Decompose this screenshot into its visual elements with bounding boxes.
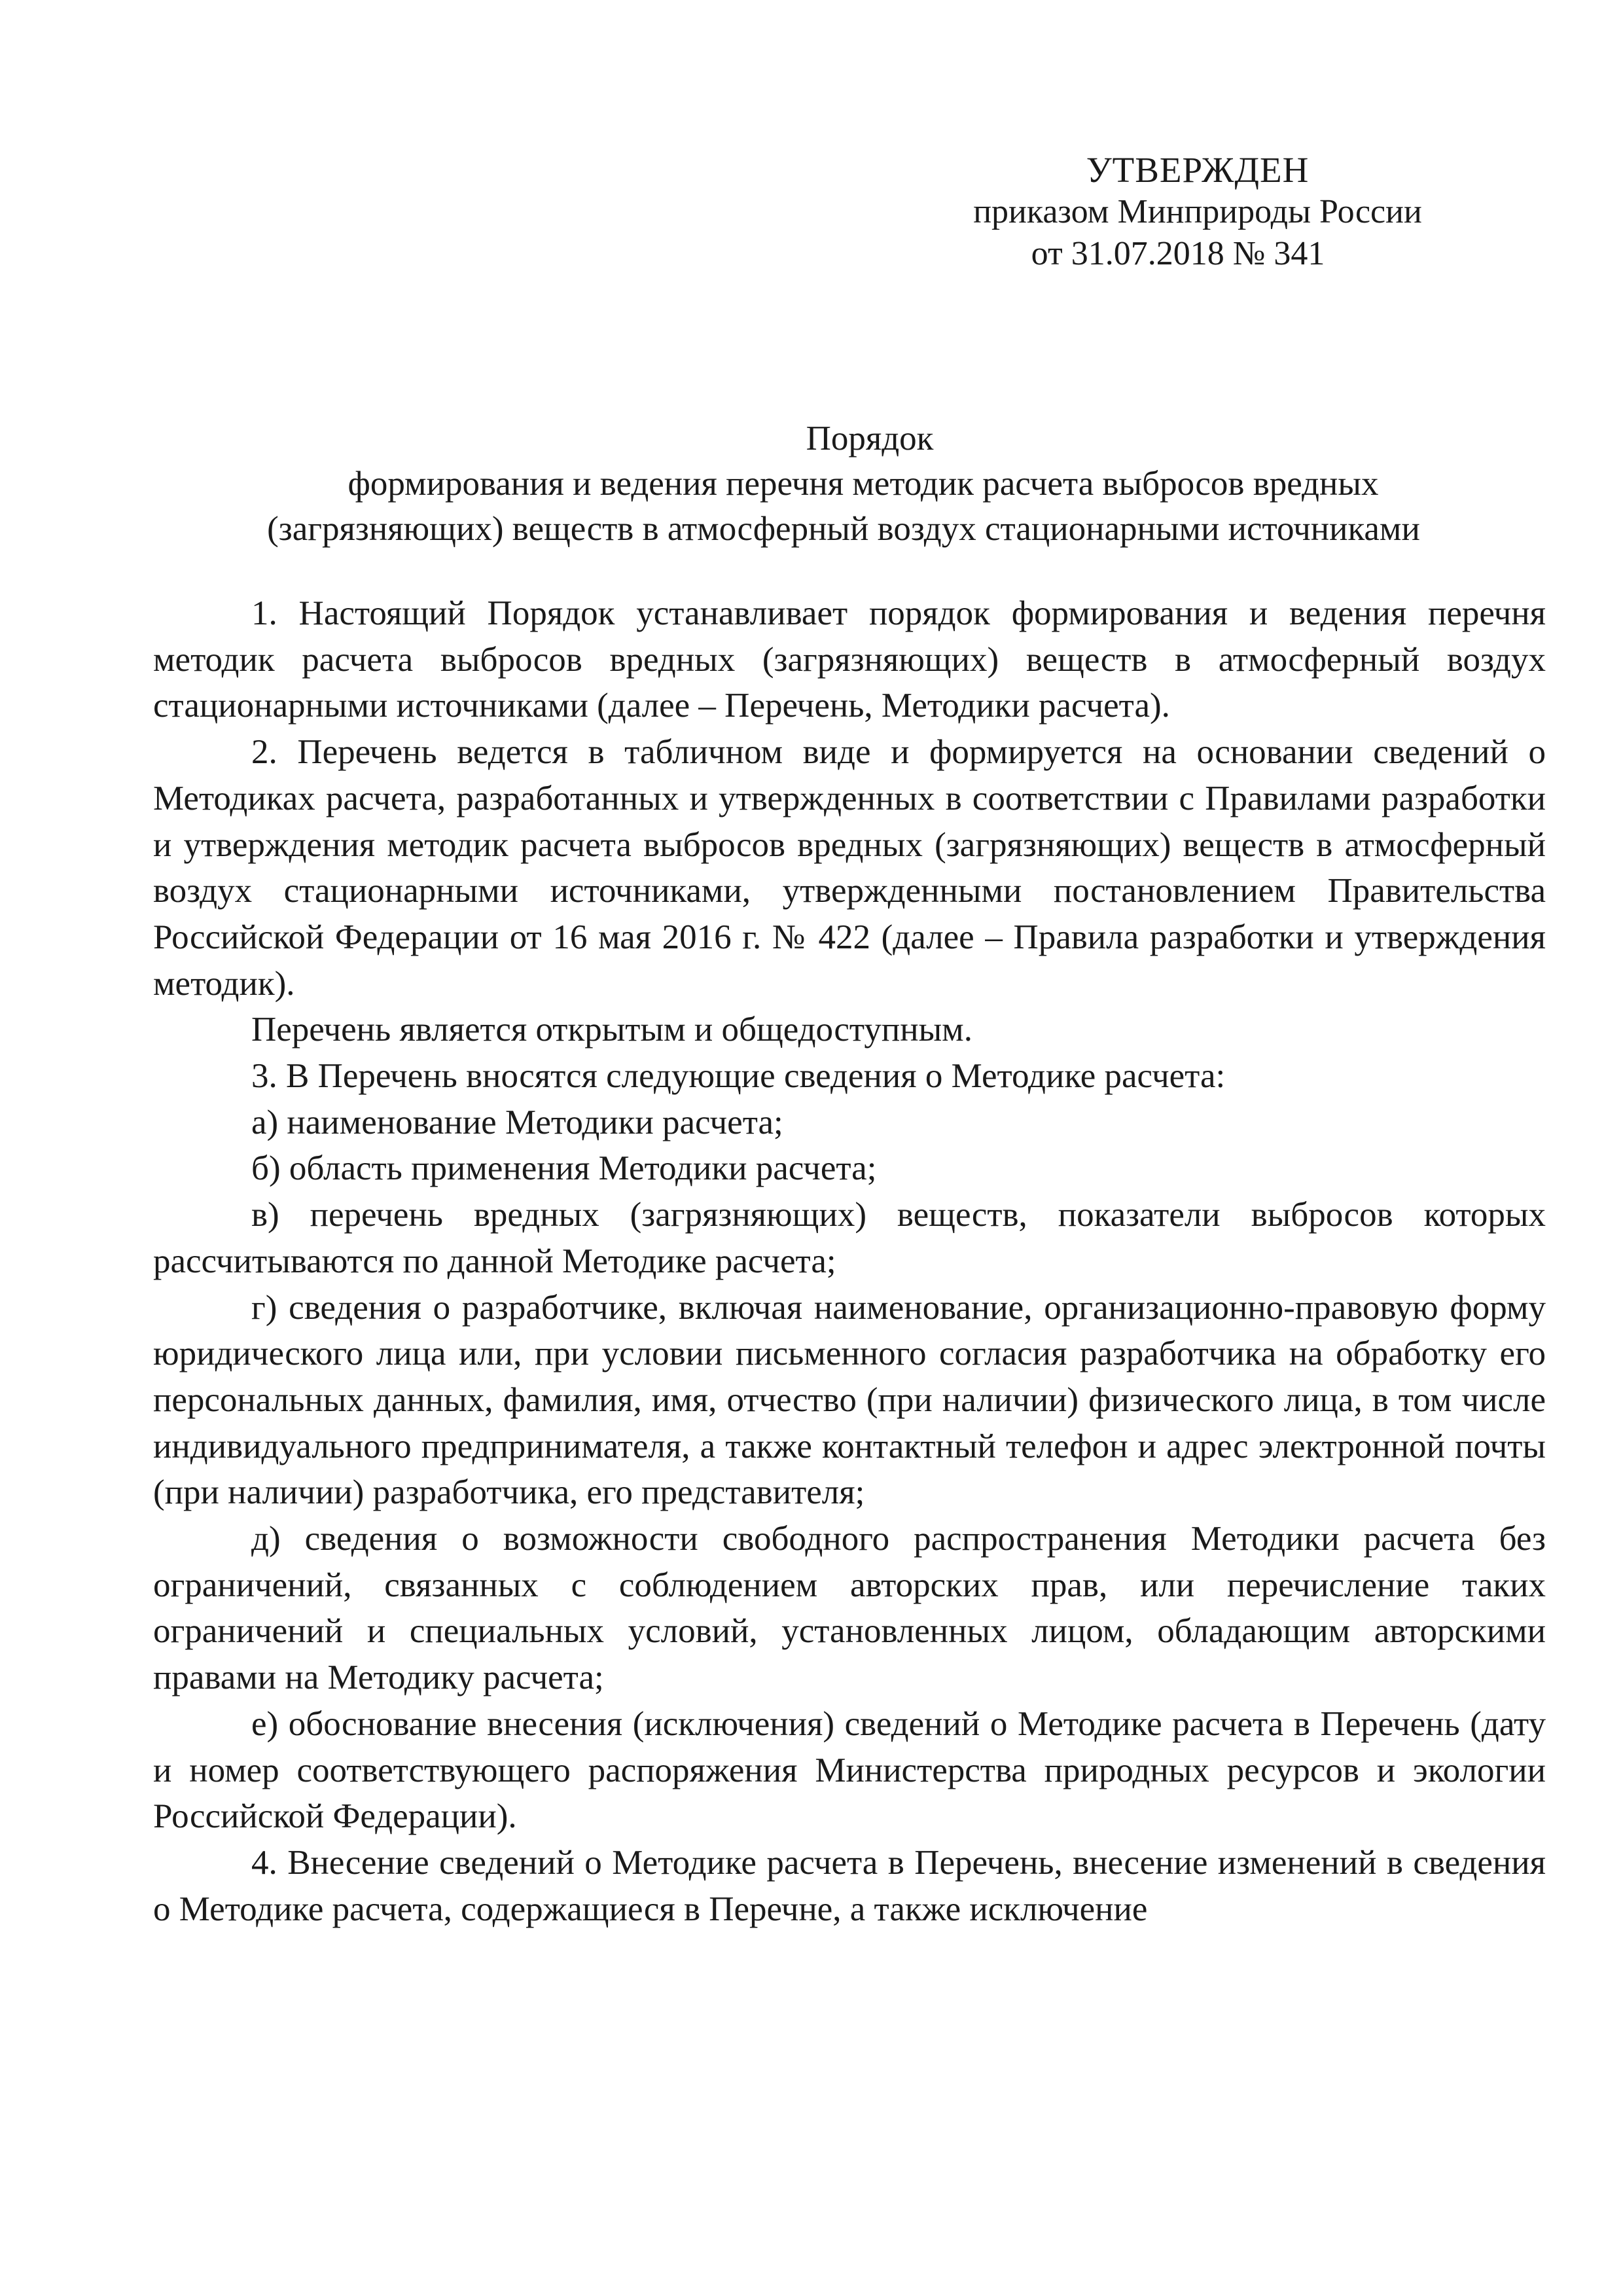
paragraph-3e: е) обоснование внесения (исключения) сведений о Методике расчета в Перечень (дату и номер соответствующего распоряжения Министерства природных ресурсов и экологии Российской Федерации). xyxy=(153,1704,1546,1836)
paragraph-3: 3. В Перечень вносятся следующие сведения о Методике расчета: xyxy=(251,1057,1226,1096)
paragraph-2: 2. Перечень ведется в табличном виде и формируется на основании сведений о Методиках расчета, разработанных и утвержденных в соответствии с Правилами разработки и утверждения методик расчета выбросов вредных (загрязняющих) веществ в атмосферный воздух стационарными источниками, утвержденными постановлением Правительства Российской Федерации от 16 мая 2016 г. № 422 (далее – Правила разработки и утверждения методик). xyxy=(153,733,1546,1003)
document-subtitle-line-1: формирования и ведения перечня методик расчета выбросов вредных xyxy=(348,465,1379,503)
approval-date: от 31.07.2018 № 341 xyxy=(1031,235,1325,272)
paragraph-3b: б) область применения Методики расчета; xyxy=(251,1149,877,1188)
approval-stamp xyxy=(903,149,1492,275)
paragraph-3v: в) перечень вредных (загрязняющих) веществ, показатели выбросов которых рассчитываются по данной Методике расчета; xyxy=(153,1196,1546,1280)
paragraph-3a: а) наименование Методики расчета; xyxy=(251,1103,783,1141)
document-subtitle-line-2: (загрязняющих) веществ в атмосферный воздух стационарными источниками xyxy=(267,510,1420,548)
paragraph-2-note: Перечень является открытым и общедоступным. xyxy=(251,1011,972,1049)
paragraph-4: 4. Внесение сведений о Методике расчета в Перечень, внесение изменений в сведения о Методике расчета, содержащиеся в Перечне, а также исключение xyxy=(153,1843,1546,1928)
paragraph-1: 1. Настоящий Порядок устанавливает порядок формирования и ведения перечня методик расчета выбросов вредных (загрязняющих) веществ в атмосферный воздух стационарными источниками (далее – Перечень, Методики расчета). xyxy=(153,594,1546,725)
document-body xyxy=(153,590,1546,1932)
approval-title: УТВЕРЖДЕН xyxy=(1086,150,1310,190)
document-title: Порядок xyxy=(806,420,934,457)
approval-issuer: приказом Минприроды России xyxy=(973,193,1422,230)
paragraph-3d: д) сведения о возможности свободного распространения Методики расчета без ограничений, связанных с соблюдением авторских прав, или перечисление таких ограничений и специальных условий, установленных лицом, обладающим авторскими правами на Методику расчета; xyxy=(153,1520,1546,1697)
paragraph-3g: г) сведения о разработчике, включая наименование, организационно-правовую форму юридического лица или, при условии письменного согласия разработчика на обработку его персональных данных, фамилия, имя, отчество (при наличии) физического лица, в том числе индивидуального предпринимателя, а также контактный телефон и адрес электронной почты (при наличии) разработчика, его представителя; xyxy=(153,1288,1546,1512)
document-heading xyxy=(153,416,1534,552)
